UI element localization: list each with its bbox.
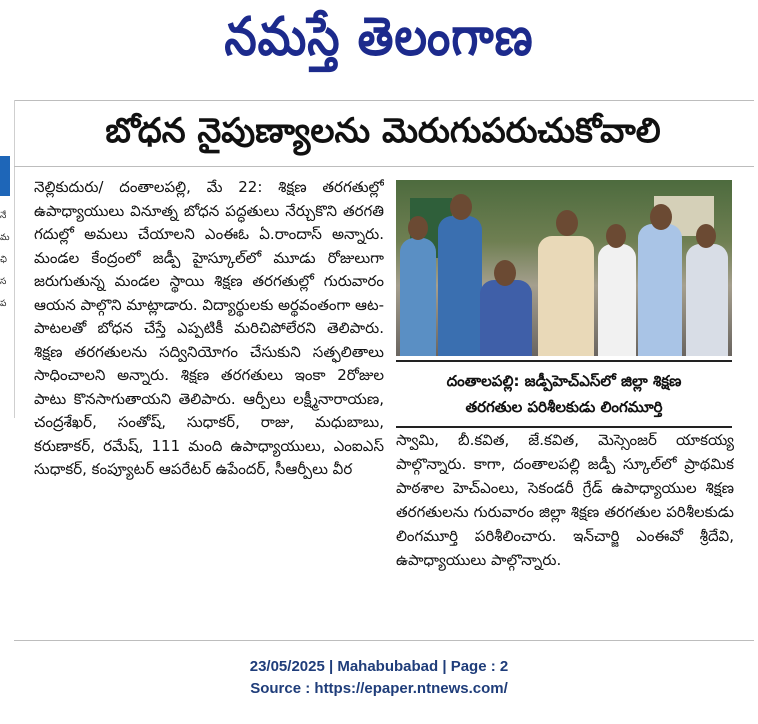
headline-divider (14, 166, 754, 167)
column-divider (14, 100, 15, 418)
newspaper-logo: నమస్తే తెలంగాణ (224, 5, 534, 68)
masthead (0, 0, 758, 86)
footer-source[interactable]: Source : https://epaper.ntnews.com/ (250, 680, 508, 697)
photo-person (598, 244, 636, 356)
photo-person (400, 238, 436, 356)
page-bottom-divider (14, 640, 754, 641)
page-footer (0, 656, 758, 700)
photo-person-head (696, 224, 716, 248)
adjacent-column-fragment (0, 100, 12, 420)
photo-person-head (450, 194, 472, 220)
photo-person-head (556, 210, 578, 236)
fragment-text: ఛి (0, 255, 7, 265)
fragment-text: మ (0, 233, 10, 243)
photo-caption (396, 360, 732, 428)
photo-person-head (408, 216, 428, 240)
caption-line: తరగతుల పరిశీలకుడు లింగమూర్తి (465, 398, 663, 416)
caption-line: దంతాలపల్లి: జడ్పీహెచ్ఎస్‌లో జిల్లా శిక్షణ (446, 372, 682, 390)
photo-person-head (606, 224, 626, 248)
photo-person (538, 236, 594, 356)
article-body-left: నెల్లికుదురు/ దంతాలపల్లి, మే 22: శిక్షణ తరగతుల్లో ఉపాధ్యాయులు వినూత్న బోధన పద్ధతులు నేర్చుకొని తరగతి గదుల్లో అమలు చేయాలని ఎంఈఓ ఏ.రాందాస్ అన్నారు. మండల కేంద్రంలో జడ్పీ హైస్కూల్‌లో మూడు రోజులుగా జరుగుతున్న మండల స్థాయి శిక్షణ తరగతుల్లో గురువారం ఆయన పాల్గొని మాట్లాడారు. విద్యార్థులకు అర్థవంతంగా ఆట-పాటలతో బోధన చేస్తే ఎప్పటికీ మరిచిపోలేరని తెలిపారు. శిక్షణ తరగతులను సద్వినియోగం చేసుకుని సత్ఫలితాలు సాధించాలని అన్నారు. శిక్షణ తరగతులు ఇంకా 2రోజుల పాటు కొనసాగుతాయని తెలిపారు. ఆర్పీలు లక్ష్మీనారాయణ, చంద్రశేఖర్, సంతోష్, సుధాకర్, రాజు, మధుబాబు, కరుణాకర్, రమేష్, 111 మంది ఉపాధ్యాయులు, ఎంఐఎస్ సుధాకర్, కంప్యూటర్ ఆపరేటర్ ఉపేందర్, సీఆర్పీలు వీర (34, 178, 384, 478)
adjacent-color-band (0, 156, 10, 196)
footer-date-edition: 23/05/2025 | Mahabubabad | Page : 2 (249, 658, 509, 675)
photo-person (480, 280, 532, 356)
fragment-text: ప (0, 299, 7, 309)
article-photo (396, 180, 732, 356)
fragment-text: నే (0, 211, 7, 221)
photo-person (638, 224, 682, 356)
article-body-right: స్వామి, బీ.కవిత, జే.కవిత, మెస్సెంజర్ యాకయ్య పాల్గొన్నారు. కాగా, దంతాలపల్లి జడ్పీ స్కూల్‌లో ప్రాథమిక పాఠశాల హెచ్ఎంలు, సెకండరీ గ్రేడ్ ఉపాధ్యాయుల శిక్షణ తరగతులను గురువారం జిల్లా శిక్షణ తరగతుల పరిశీలకుడు లింగమూర్తి పరిశీలించారు. ఇన్‌చార్జి ఎంఈవో శ్రీదేవి, ఉపాధ్యాయులు పాల్గొన్నారు. (396, 431, 734, 569)
article-headline: బోధన నైపుణ్యాలను మెరుగుపరుచుకోవాలి (105, 111, 661, 151)
photo-person-head (650, 204, 672, 230)
photo-person-head (494, 260, 516, 286)
photo-person (686, 244, 728, 356)
masthead-divider (14, 100, 754, 101)
fragment-text: స (0, 277, 7, 287)
photo-person (438, 216, 482, 356)
